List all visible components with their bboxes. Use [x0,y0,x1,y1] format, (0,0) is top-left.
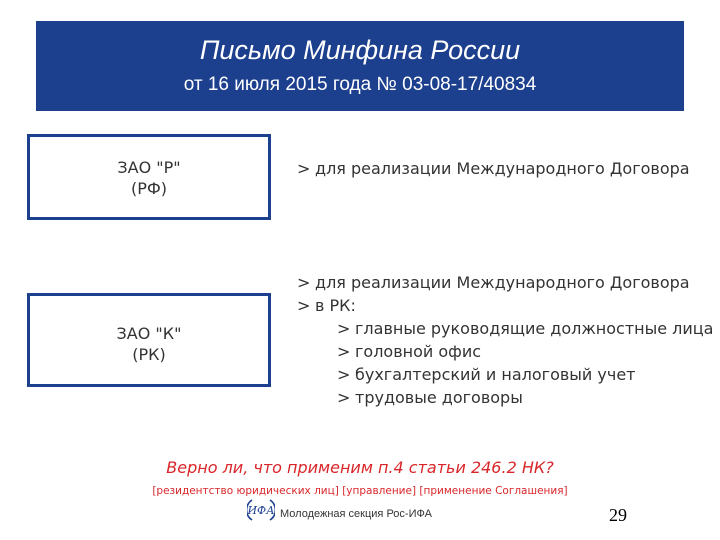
bullet-text: трудовые договоры [355,388,523,407]
entity-jurisdiction: (РФ) [131,179,167,198]
entity-name [30,157,268,199]
bullet-list-zao-k [297,271,713,409]
slide-title: Письмо Минфина России [199,35,521,65]
entity-jurisdiction: (РК) [132,345,166,364]
topic-tag: [управление] [342,485,417,497]
bullet-marker: > [337,365,351,384]
sub-bullet-item [297,363,713,386]
bullet-marker: > [337,388,351,407]
bullet-marker: > [297,159,311,178]
entity-name-line: ЗАО "К" [116,324,182,343]
entity-box-zao-r [27,134,271,220]
sub-bullet-item [297,317,713,340]
sub-bullet-item [297,386,713,409]
topic-tags [0,485,720,497]
bullet-text: бухгалтерский и налоговый учет [355,365,636,384]
sub-bullet-item [297,340,713,363]
bullet-text: в РК: [315,296,356,315]
key-question: Верно ли, что применим п.4 статьи 246.2 НК? [166,458,554,477]
bullet-marker: > [337,342,351,361]
topic-tag: [резидентство юридических лиц] [152,485,339,497]
bullet-text: головной офис [355,342,482,361]
ifa-logo-icon [247,496,275,524]
page-number: 29 [609,505,627,525]
bullet-item [297,157,690,180]
bullet-list-zao-r [297,157,690,180]
footer-org: Молодежная секция Рос-ИФА [280,508,432,520]
bullet-text: для реализации Международного Договора [315,159,690,178]
bullet-marker: > [297,296,311,315]
entity-name [30,323,268,365]
title-banner [36,21,684,111]
entity-box-zao-k [27,293,271,387]
entity-name-line: ЗАО "Р" [117,158,181,177]
bullet-text: для реализации Международного Договора [315,273,690,292]
bullet-marker: > [337,319,351,338]
bullet-item [297,271,713,294]
ifa-logo-text: ИФА [247,504,275,517]
bullet-marker: > [297,273,311,292]
topic-tag: [применение Соглашения] [419,485,568,497]
bullet-text: главные руководящие должностные лица [355,319,714,338]
slide-subtitle: от 16 июля 2015 года № 03-08-17/40834 [183,74,537,95]
bullet-item [297,294,713,317]
